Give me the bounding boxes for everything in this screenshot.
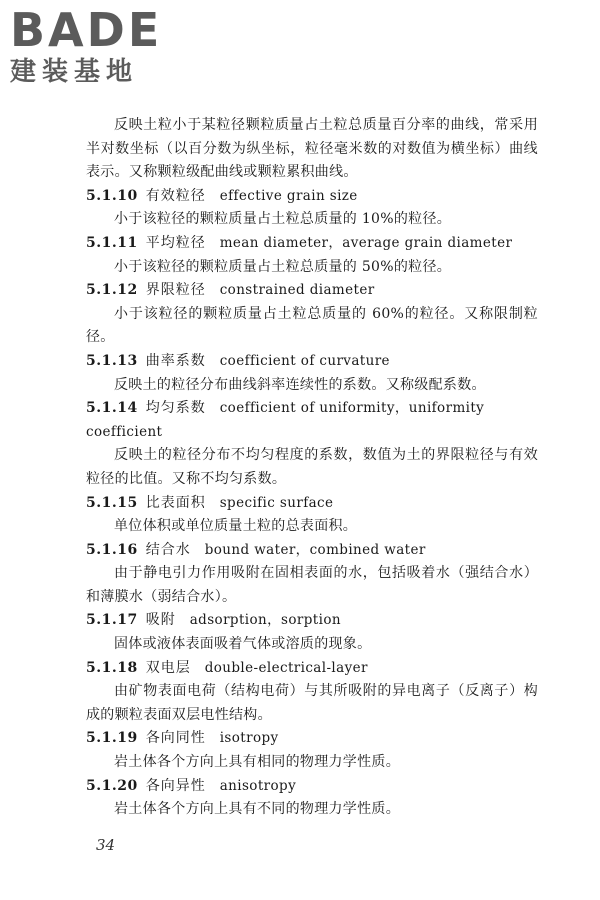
term-english: coefficient of uniformity，uniformity coefficient	[86, 400, 485, 440]
term-heading	[86, 727, 538, 751]
term-heading	[86, 279, 538, 303]
term-chinese: 各向异性	[145, 777, 206, 794]
term-heading	[86, 609, 538, 633]
term-english: constrained diameter	[219, 282, 375, 299]
term-number: 5.1.19	[86, 730, 138, 747]
term-chinese: 各向同性	[145, 730, 206, 747]
term-number: 5.1.12	[86, 282, 138, 299]
term-definition: 岩土体各个方向上具有相同的物理力学性质。	[114, 754, 400, 771]
term-heading	[86, 539, 538, 563]
term-definition: 反映土的粒径分布曲线斜率连续性的系数。又称级配系数。	[114, 376, 486, 393]
term-definition: 由矿物表面电荷（结构电荷）与其所吸附的异电离子（反离子）构成的颗粒表面双层电性结构。	[86, 683, 538, 723]
term-number: 5.1.10	[86, 187, 138, 204]
term-chinese: 曲率系数	[145, 352, 206, 369]
term-chinese: 界限粒径	[145, 282, 206, 299]
term-definition: 由于静电引力作用吸附在固相表面的水，包括吸着水（强结合水）和薄膜水（弱结合水）。	[86, 565, 538, 605]
term-english: mean diameter，average grain diameter	[219, 234, 513, 251]
term-heading	[86, 350, 538, 374]
term-number: 5.1.17	[86, 612, 138, 629]
term-english: coefficient of curvature	[219, 352, 390, 369]
term-heading	[86, 185, 538, 209]
brand-logo	[10, 4, 182, 90]
term-chinese: 均匀系数	[145, 400, 206, 417]
intro-paragraph: 反映土粒小于某粒径颗粒质量占土粒总质量百分率的曲线，常采用半对数坐标（以百分数为纵坐标，粒径毫米数的对数值为横坐标）曲线表示。又称颗粒级配曲线或颗粒累积曲线。	[86, 117, 538, 181]
term-number: 5.1.20	[86, 777, 138, 794]
document-body	[86, 114, 538, 822]
term-heading	[86, 232, 538, 256]
term-english: specific surface	[219, 494, 334, 511]
term-chinese: 平均粒径	[145, 234, 206, 251]
logo-brand-text: BADE	[10, 3, 163, 57]
term-english: double-electrical-layer	[204, 659, 368, 676]
term-heading	[86, 492, 538, 516]
term-number: 5.1.16	[86, 541, 138, 558]
term-number: 5.1.11	[86, 234, 138, 251]
term-heading	[86, 657, 538, 681]
logo-subtitle: 建装基地	[10, 57, 139, 87]
term-definition: 小于该粒径的颗粒质量占土粒总质量的 10%的粒径。	[114, 211, 452, 228]
term-definition: 岩土体各个方向上具有不同的物理力学性质。	[114, 801, 400, 818]
term-definition: 单位体积或单位质量土粒的总表面积。	[114, 518, 358, 535]
term-chinese: 双电层	[145, 659, 191, 676]
term-definition: 小于该粒径的颗粒质量占土粒总质量的 60%的粒径。又称限制粒径。	[86, 305, 538, 346]
term-english: effective grain size	[219, 187, 358, 204]
term-number: 5.1.18	[86, 659, 138, 676]
term-english: isotropy	[219, 730, 279, 747]
term-chinese: 有效粒径	[145, 187, 206, 204]
page-number: 34	[96, 836, 116, 854]
term-number: 5.1.15	[86, 494, 138, 511]
term-heading	[86, 397, 538, 444]
term-heading	[86, 775, 538, 799]
term-definition: 固体或液体表面吸着气体或溶质的现象。	[114, 636, 372, 653]
term-english: bound water，combined water	[204, 541, 426, 558]
term-chinese: 吸附	[145, 612, 176, 629]
term-definition: 反映土的粒径分布不均匀程度的系数，数值为土的界限粒径与有效粒径的比值。又称不均匀系数。	[86, 447, 538, 487]
term-chinese: 比表面积	[145, 494, 206, 511]
term-definition: 小于该粒径的颗粒质量占土粒总质量的 50%的粒径。	[114, 258, 452, 275]
term-chinese: 结合水	[145, 541, 191, 558]
term-english: adsorption，sorption	[189, 612, 341, 629]
term-number: 5.1.13	[86, 352, 138, 369]
term-english: anisotropy	[219, 777, 297, 794]
term-number: 5.1.14	[86, 400, 138, 417]
